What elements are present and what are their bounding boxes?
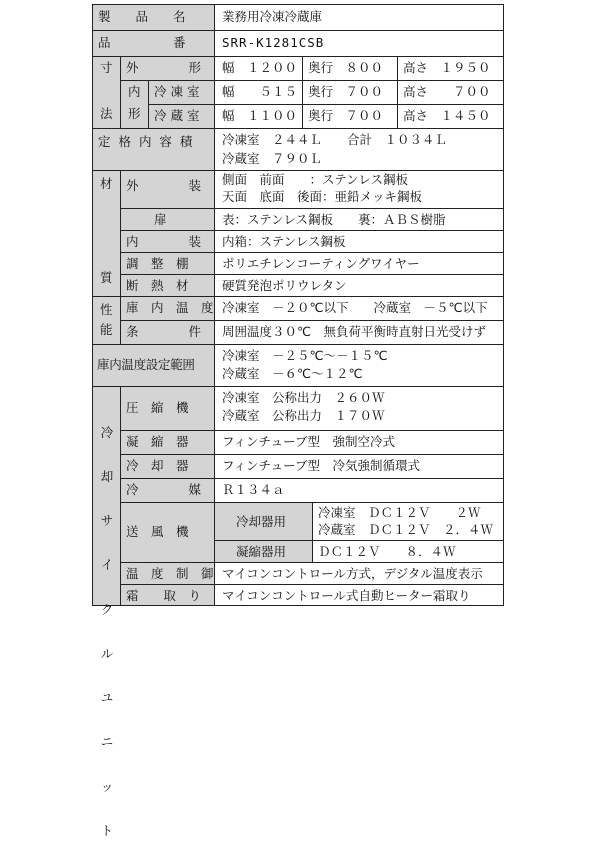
model-value: SRR-K1281CSB [222, 35, 325, 50]
product-name-label: 製 品 名 [98, 9, 186, 24]
inner-fridge-width: 幅 １１００ [222, 108, 298, 123]
inner-freezer-label: 冷凍室 [154, 84, 204, 99]
performance-label-bottom: 能 [100, 322, 113, 337]
cooling-unit-char: 冷 [100, 424, 114, 440]
insulation-value: 硬質発泡ポリウレタン [222, 278, 347, 293]
model-label: 品 番 [98, 35, 186, 50]
refrigerant-value: Ｒ１３４ａ [222, 482, 285, 497]
cooling-unit-char: ニ [100, 734, 114, 750]
inner-freezer-height: 高さ ７００ [403, 84, 491, 99]
outer-width: 幅 １２００ [222, 60, 298, 75]
exterior-line2: 天面 底面 後面：亜鉛メッキ鋼板 [222, 189, 423, 204]
outer-depth: 奥行 ８００ [308, 60, 384, 75]
dimensions-label-top: 寸 [100, 60, 113, 75]
exterior-line1: 側面 前面 ：ステンレス鋼板 [222, 172, 408, 187]
cooling-unit-char: ル [100, 645, 114, 661]
condenser-label: 凝 縮 器 [126, 434, 189, 449]
defrost-label: 霜 取 り [126, 588, 202, 603]
door-label: 扉 [154, 212, 167, 227]
door-value: 表：ステンレス鋼板 裏：ＡＢＳ樹脂 [222, 212, 446, 227]
exterior-label: 外 装 [126, 178, 202, 193]
shelf-value: ポリエチレンコーティングワイヤー [222, 256, 420, 271]
inner-label-bottom: 形 [128, 106, 141, 121]
inner-freezer-depth: 奥行 ７００ [308, 84, 384, 99]
inner-fridge-height: 高さ １４５０ [403, 108, 491, 123]
condenser-value: フィンチューブ型 強制空冷式 [222, 434, 396, 449]
spec-table [92, 4, 504, 838]
cooler-fan-line1: 冷凍室 ＤＣ１２Ｖ ２Ｗ [318, 505, 481, 520]
material-label-top: 材 [100, 176, 113, 191]
inner-fridge-label: 冷蔵室 [154, 108, 204, 123]
shelf-label: 調 整 棚 [126, 256, 189, 271]
cooling-unit-char: ユ [100, 690, 114, 705]
defrost-value: マイコンコントロール式自動ヒーター霜取り [222, 588, 471, 603]
product-name-value: 業務用冷凍冷蔵庫 [222, 9, 323, 24]
outer-height: 高さ １９５０ [403, 60, 491, 75]
temp-control-label: 温 度 制 御 [126, 566, 214, 581]
inner-label-top: 内 [128, 84, 141, 99]
cooling-unit-char: サ [100, 513, 114, 528]
condenser-fan-value: ＤＣ１２Ｖ ８．４Ｗ [318, 544, 456, 559]
inner-freezer-width: 幅 ５１５ [222, 84, 298, 99]
capacity-label: 定 格 内 容 積 [98, 134, 195, 149]
refrigerant-label: 冷 媒 [126, 482, 202, 497]
cooling-unit-char: ト [100, 822, 114, 838]
cooler-label: 冷 却 器 [126, 458, 189, 473]
cooling-unit-char: ッ [100, 778, 114, 794]
condenser-fan-label: 凝縮器用 [236, 544, 287, 559]
capacity-line1: 冷凍室 ２４４Ｌ 合計 １０３４Ｌ [222, 132, 448, 147]
compressor-line1: 冷凍室 公称出力 ２６０Ｗ [222, 390, 385, 405]
dimensions-label-bottom: 法 [100, 106, 113, 121]
cooling-unit-char: 却 [100, 468, 114, 484]
capacity-line2: 冷蔵室 ７９０Ｌ [222, 151, 323, 166]
cooling-unit-char: ク [100, 601, 114, 617]
performance-label-top: 性 [100, 302, 113, 317]
interior-label: 内 装 [126, 234, 202, 249]
compressor-line2: 冷蔵室 公称出力 １７０Ｗ [222, 408, 385, 423]
conditions-label: 条 件 [126, 324, 202, 339]
cooling-unit-char: イ [100, 557, 114, 573]
fan-label: 送 風 機 [126, 524, 189, 539]
temp-range-label: 庫内温度設定範囲 [97, 357, 195, 372]
compressor-label: 圧 縮 機 [126, 400, 189, 415]
temp-control-value: マイコンコントロール方式，デジタル温度表示 [222, 566, 483, 581]
cooler-fan-line2: 冷蔵室 ＤＣ１２Ｖ ２．４Ｗ [318, 522, 494, 537]
temp-value: 冷凍室 －２０℃以下 冷蔵室 －５℃以下 [222, 300, 488, 315]
inner-fridge-depth: 奥行 ７００ [308, 108, 384, 123]
temp-label: 庫 内 温 度 [126, 300, 214, 315]
interior-value: 内箱：ステンレス鋼板 [222, 234, 346, 249]
material-label-bottom: 質 [100, 270, 113, 285]
cooler-fan-label: 冷却器用 [236, 514, 287, 529]
cooler-value: フィンチューブ型 冷気強制循環式 [222, 458, 421, 473]
cooling-unit-label [99, 396, 115, 868]
temp-range-line2: 冷蔵室 －６℃～１２℃ [222, 366, 363, 381]
outer-label: 外 形 [126, 60, 202, 75]
conditions-value: 周囲温度３０℃ 無負荷平衡時直射日光受けず [222, 324, 487, 339]
temp-range-line1: 冷凍室 －２５℃～－１５℃ [222, 348, 388, 363]
insulation-label: 断 熱 材 [126, 278, 189, 293]
